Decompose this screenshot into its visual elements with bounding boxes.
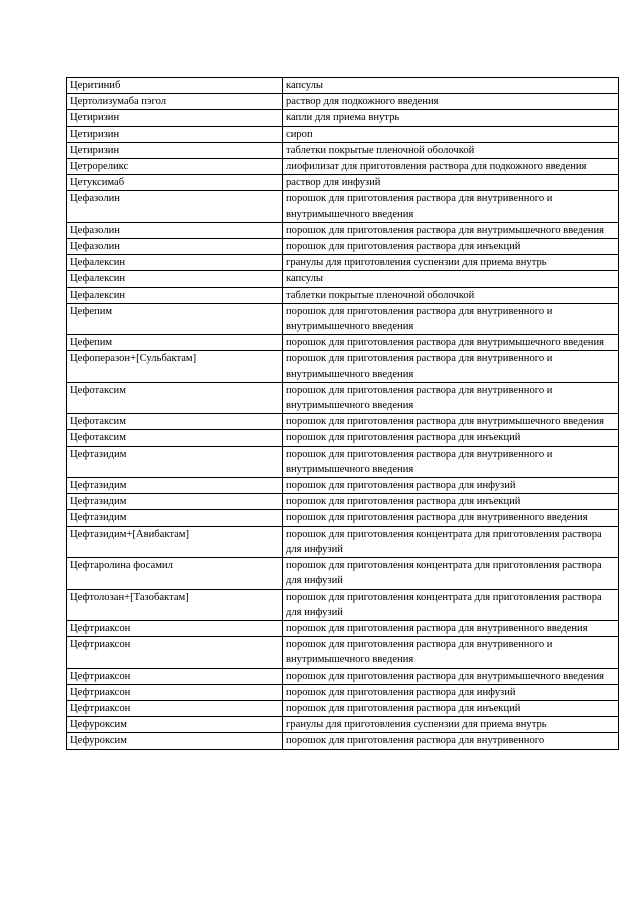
drug-name-cell: Цефуроксим <box>67 733 283 749</box>
table-row <box>67 159 619 175</box>
table-row <box>67 558 619 589</box>
dosage-form-cell: гранулы для приготовления суспензии для приема внутрь <box>283 255 619 271</box>
table-row <box>67 637 619 668</box>
table-row <box>67 733 619 749</box>
table-row <box>67 684 619 700</box>
table-row <box>67 303 619 334</box>
drug-name-cell: Цефазолин <box>67 239 283 255</box>
drug-name-cell: Цефтазидим <box>67 446 283 477</box>
drug-name-cell: Цефтазидим <box>67 510 283 526</box>
dosage-form-cell: порошок для приготовления раствора для инъекций <box>283 430 619 446</box>
dosage-form-cell: порошок для приготовления раствора для внутривенного введения <box>283 510 619 526</box>
table-row <box>67 78 619 94</box>
dosage-form-cell: сироп <box>283 126 619 142</box>
dosage-form-cell: порошок для приготовления раствора для инъекций <box>283 700 619 716</box>
dosage-form-cell: порошок для приготовления раствора для внутривенного и внутримышечного введения <box>283 351 619 382</box>
drug-name-cell: Цефалексин <box>67 271 283 287</box>
table-row <box>67 271 619 287</box>
drug-name-cell: Цефотаксим <box>67 414 283 430</box>
table-row <box>67 191 619 222</box>
drug-name-cell: Цефотаксим <box>67 430 283 446</box>
table-row <box>67 94 619 110</box>
dosage-form-cell: порошок для приготовления раствора для внутримышечного введения <box>283 222 619 238</box>
dosage-form-cell: гранулы для приготовления суспензии для приема внутрь <box>283 717 619 733</box>
table-row <box>67 526 619 557</box>
table-row <box>67 446 619 477</box>
drug-name-cell: Цефтриаксон <box>67 668 283 684</box>
table-row <box>67 239 619 255</box>
dosage-form-cell: капсулы <box>283 78 619 94</box>
drug-name-cell: Цефтриаксон <box>67 620 283 636</box>
table-row <box>67 175 619 191</box>
dosage-form-cell: порошок для приготовления раствора для инфузий <box>283 478 619 494</box>
dosage-form-cell: порошок для приготовления раствора для инъекций <box>283 494 619 510</box>
drug-name-cell: Цетиризин <box>67 126 283 142</box>
drug-name-cell: Цефтриаксон <box>67 684 283 700</box>
drug-name-cell: Цефтриаксон <box>67 700 283 716</box>
table-row <box>67 222 619 238</box>
dosage-form-cell: капсулы <box>283 271 619 287</box>
dosage-form-cell: порошок для приготовления раствора для внутривенного <box>283 733 619 749</box>
drug-name-cell: Цертолизумаба пэгол <box>67 94 283 110</box>
dosage-form-cell: порошок для приготовления раствора для внутривенного и внутримышечного введения <box>283 382 619 413</box>
drug-name-cell: Цефепим <box>67 335 283 351</box>
table-row <box>67 510 619 526</box>
drug-name-cell: Цефтаролина фосамил <box>67 558 283 589</box>
drug-name-cell: Церитиниб <box>67 78 283 94</box>
drug-form-table <box>66 77 619 750</box>
drug-name-cell: Цетуксимаб <box>67 175 283 191</box>
drug-name-cell: Цефепим <box>67 303 283 334</box>
table-row <box>67 478 619 494</box>
table-row <box>67 335 619 351</box>
dosage-form-cell: порошок для приготовления раствора для внутривенного и внутримышечного введения <box>283 446 619 477</box>
dosage-form-cell: порошок для приготовления раствора для внутримышечного введения <box>283 335 619 351</box>
dosage-form-cell: лиофилизат для приготовления раствора для подкожного введения <box>283 159 619 175</box>
dosage-form-cell: порошок для приготовления концентрата для приготовления раствора для инфузий <box>283 526 619 557</box>
drug-name-cell: Цефтазидим <box>67 494 283 510</box>
table-row <box>67 430 619 446</box>
table-row <box>67 414 619 430</box>
drug-name-cell: Цефтриаксон <box>67 637 283 668</box>
dosage-form-cell: таблетки покрытые пленочной оболочкой <box>283 142 619 158</box>
drug-name-cell: Цефоперазон+[Сульбактам] <box>67 351 283 382</box>
table-row <box>67 287 619 303</box>
table-row <box>67 700 619 716</box>
table-row <box>67 382 619 413</box>
drug-name-cell: Цетиризин <box>67 110 283 126</box>
dosage-form-cell: таблетки покрытые пленочной оболочкой <box>283 287 619 303</box>
drug-name-cell: Цефалексин <box>67 287 283 303</box>
drug-name-cell: Цефазолин <box>67 222 283 238</box>
dosage-form-cell: порошок для приготовления концентрата для приготовления раствора для инфузий <box>283 589 619 620</box>
table-row <box>67 142 619 158</box>
table-row <box>67 717 619 733</box>
drug-name-cell: Цефалексин <box>67 255 283 271</box>
dosage-form-cell: капли для приема внутрь <box>283 110 619 126</box>
dosage-form-cell: порошок для приготовления раствора для внутривенного и внутримышечного введения <box>283 191 619 222</box>
drug-name-cell: Цетрореликс <box>67 159 283 175</box>
dosage-form-cell: порошок для приготовления раствора для инфузий <box>283 684 619 700</box>
drug-name-cell: Цефотаксим <box>67 382 283 413</box>
dosage-form-cell: раствор для инфузий <box>283 175 619 191</box>
dosage-form-cell: порошок для приготовления раствора для внутривенного и внутримышечного введения <box>283 637 619 668</box>
dosage-form-cell: порошок для приготовления раствора для внутримышечного введения <box>283 668 619 684</box>
table-row <box>67 255 619 271</box>
drug-name-cell: Цетиризин <box>67 142 283 158</box>
table-body <box>67 78 619 750</box>
table-row <box>67 494 619 510</box>
dosage-form-cell: порошок для приготовления раствора для внутривенного введения <box>283 620 619 636</box>
drug-name-cell: Цефтазидим <box>67 478 283 494</box>
dosage-form-cell: порошок для приготовления концентрата для приготовления раствора для инфузий <box>283 558 619 589</box>
table-row <box>67 668 619 684</box>
dosage-form-cell: порошок для приготовления раствора для внутривенного и внутримышечного введения <box>283 303 619 334</box>
drug-name-cell: Цефтолозан+[Тазобактам] <box>67 589 283 620</box>
dosage-form-cell: порошок для приготовления раствора для инъекций <box>283 239 619 255</box>
dosage-form-cell: раствор для подкожного введения <box>283 94 619 110</box>
drug-name-cell: Цефтазидим+[Авибактам] <box>67 526 283 557</box>
table-row <box>67 620 619 636</box>
drug-name-cell: Цефуроксим <box>67 717 283 733</box>
table-row <box>67 351 619 382</box>
table-row <box>67 126 619 142</box>
table-row <box>67 110 619 126</box>
table-row <box>67 589 619 620</box>
drug-name-cell: Цефазолин <box>67 191 283 222</box>
dosage-form-cell: порошок для приготовления раствора для внутримышечного введения <box>283 414 619 430</box>
